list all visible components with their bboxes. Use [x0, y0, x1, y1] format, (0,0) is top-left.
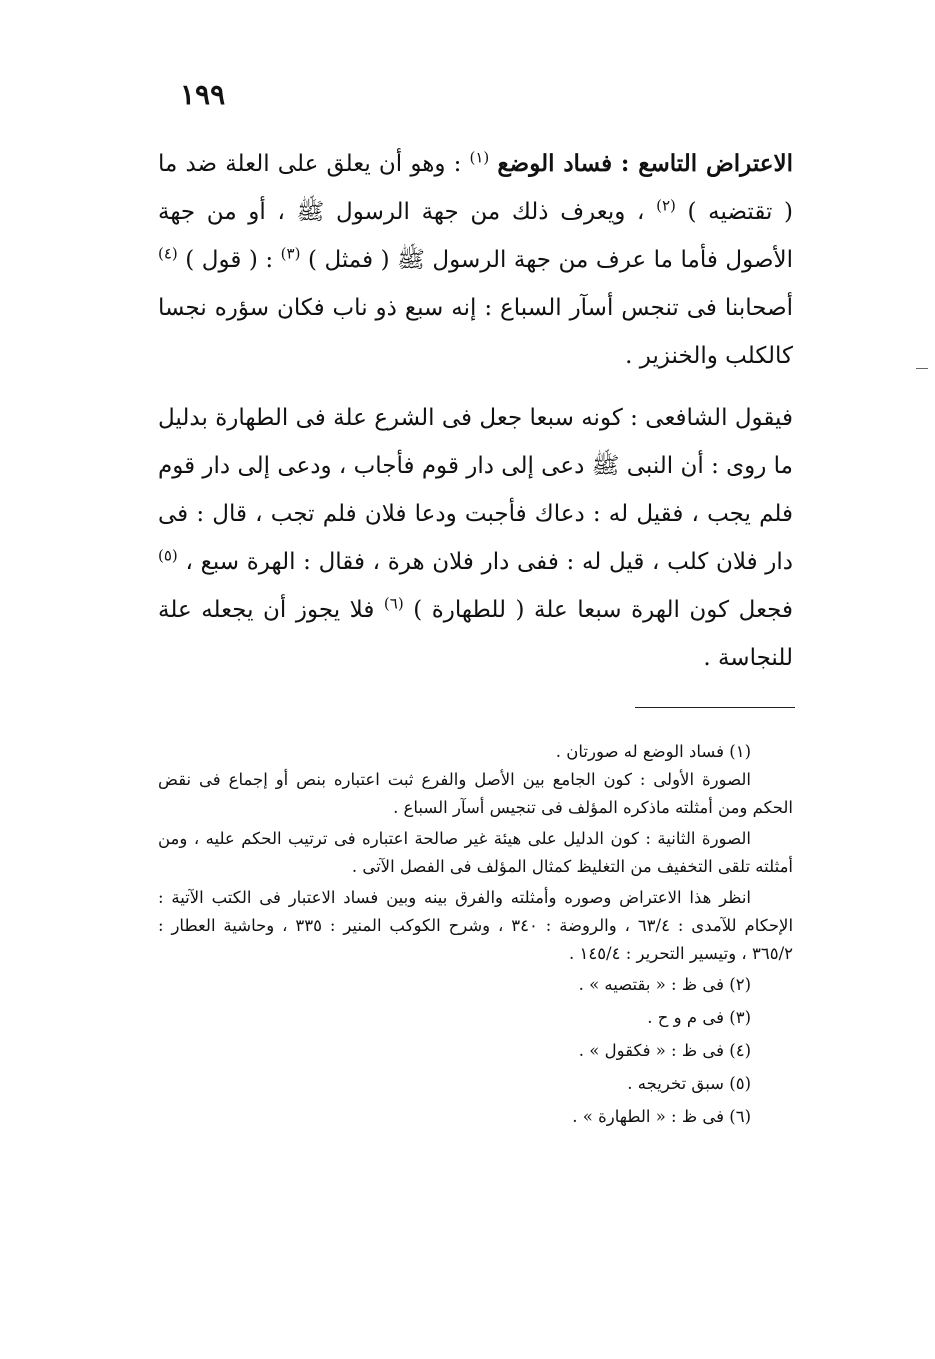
margin-mark [916, 368, 928, 369]
footnote-5: (٥) سبق تخريجه . [627, 1074, 751, 1093]
footnote-1-form-two: الصورة الثانية : كون الدليل على هيئة غير صالحة اعتباره فى ترتيب الحكم عليه ، ومن أمثلته تلقى التخفيف من التغليظ كمثال المؤلف فى الفصل الآتى . [158, 829, 793, 876]
note-ref-4: (٤) [158, 244, 178, 263]
note-ref-1: (١) [469, 148, 490, 167]
note-ref-5: (٥) [158, 546, 178, 565]
footnote-1-form-one: الصورة الأولى : كون الجامع بين الأصل والفرع ثبت اعتباره بنص أو إجماع فى نقض الحكم ومن أمثلته ماذكره المؤلف فى تنجيس أسآر السباع . [158, 770, 793, 817]
paragraph-text: ، ويعرف ذلك من جهة الرسول ﷺ ، أو من جهة الأصول فأما ما عرف من جهة الرسول ﷺ ( فمثل ) [158, 199, 793, 273]
note-ref-3: (٣) [280, 244, 301, 263]
paragraph-text: أصحابنا فى تنجس أسآر السباع : إنه سبع ذو ناب فكان سؤره نجسا كالكلب والخنزير . [158, 295, 793, 369]
footnotes [158, 738, 793, 1133]
paragraph-text: : ( قول ) [177, 247, 281, 273]
note-ref-6: (٦) [383, 594, 404, 613]
paragraph-shafii [158, 394, 793, 682]
footnote-6: (٦) فى ظ : « الطهارة » . [572, 1107, 751, 1126]
footnote-2: (٢) فى ظ : « بقتصيه » . [578, 975, 751, 994]
paragraph-text: : وهو أن يعلق على العلة ضد ما ( تقتضيه ) [158, 151, 793, 225]
footnote-4: (٤) فى ظ : « فكقول » . [578, 1041, 751, 1060]
paragraph-text: فلا يجوز أن يجعله علة للنجاسة . [158, 597, 793, 671]
paragraph-objection [158, 140, 793, 380]
footnote-1-references: انظر هذا الاعتراض وصوره وأمثلته والفرق بينه وبين فساد الاعتبار فى الكتب الآتية : الإحكام للآمدى : ٦٣/٤ ، والروضة : ٣٤٠ ، وشرح الكوكب المنير : ٣٣٥ ، وحاشية العطار : ٣٦٥/٢ ، وتيسير التحرير : ١٤٥/٤ . [158, 888, 794, 963]
objection-heading: الاعتراض التاسع : فساد الوضع [497, 150, 794, 177]
paragraph-text: فيقول الشافعى : كونه سبعا جعل فى الشرع علة فى الطهارة بدليل ما روى : أن النبى ﷺ دعى إلى دار قوم فأجاب ، ودعى إلى دار قوم فلم يجب ، فقيل له : دعاك فأجبت ودعا فلان فلم تجب ، قال : فى دار فلان كلب ، قيل له : ففى دار فلان هرة ، فقال : الهرة سبع ، [157, 405, 793, 575]
main-text [158, 140, 793, 682]
footnote-1: (١) فساد الوضع له صورتان . [555, 742, 751, 761]
note-ref-2: (٢) [656, 196, 676, 215]
paragraph-text: فجعل كون الهرة سبعا علة ( للطهارة ) [403, 597, 794, 623]
footnote-3: (٣) فى م و ح . [647, 1008, 751, 1027]
page-number: ١٩٩ [180, 78, 226, 111]
footnote-separator [635, 707, 795, 708]
